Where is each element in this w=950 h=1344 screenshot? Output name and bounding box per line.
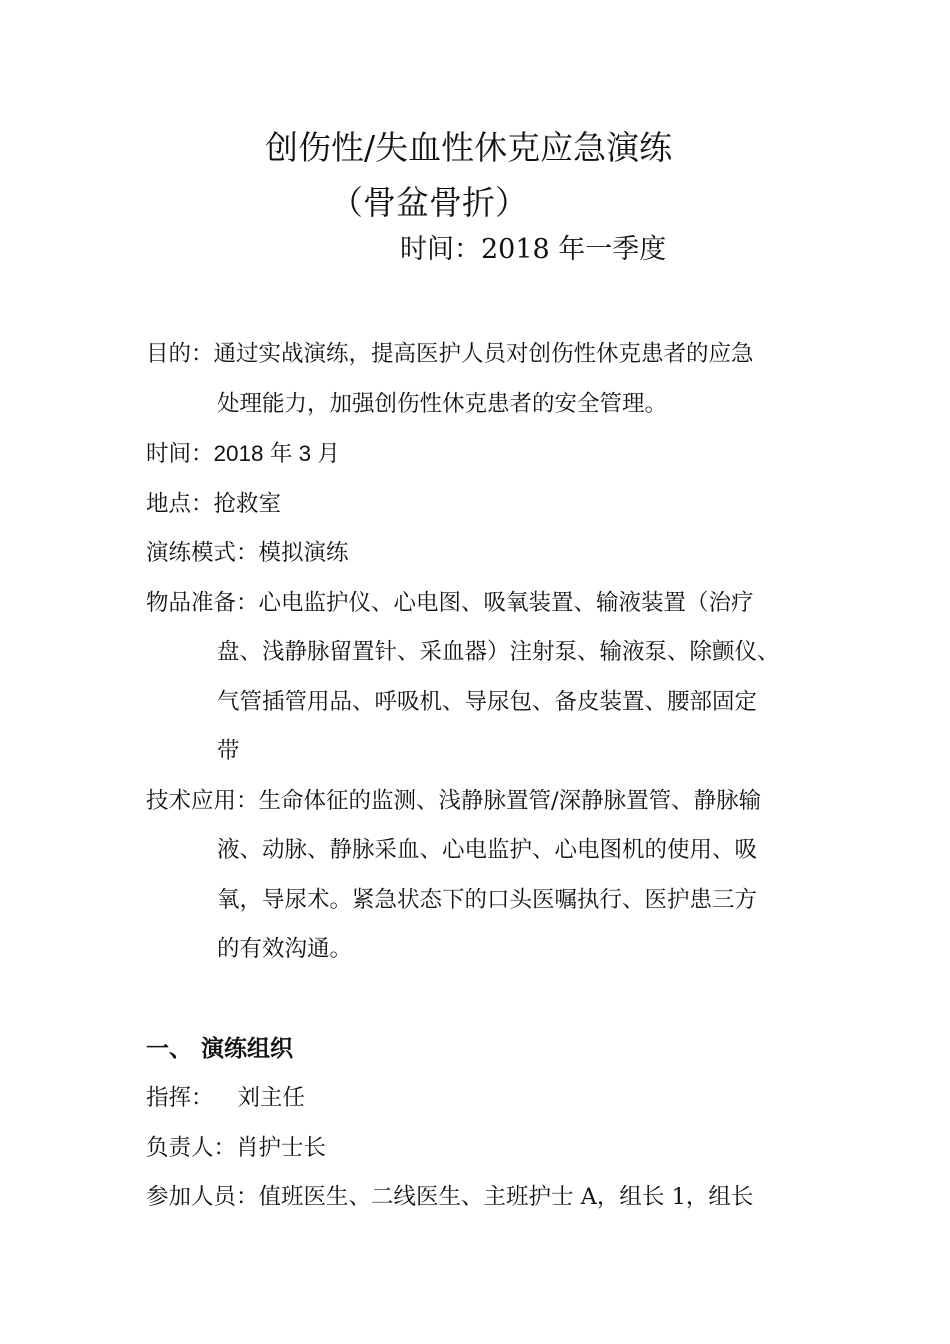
supplies-paragraph [146,579,836,777]
techniques-line-4: 的有效沟通。 [217,936,353,962]
supplies-line-4: 带 [217,738,240,764]
supplies-line-2: 盘、浅静脉留置针、采血器）注射泵、输液泵、除颤仪、 [217,639,780,665]
purpose-paragraph [146,330,836,429]
mode-paragraph [146,529,836,579]
techniques-line-1: 生命体征的监测、浅静脉置管/深静脉置管、静脉输 [258,787,762,814]
document-title: 创伤性/失血性休克应急演练 [265,128,673,167]
time-value: 2018 年 3 月 [213,441,340,466]
time-paragraph [146,429,836,480]
location-paragraph [146,480,836,530]
commander-label: 指挥： [146,1085,214,1111]
supplies-line-3: 气管插管用品、呼吸机、导尿包、备皮装置、腰部固定 [217,688,758,715]
time-label: 时间： [146,441,214,467]
location-value: 抢救室 [213,490,282,517]
techniques-label: 技术应用： [146,787,259,814]
participants-line [146,1173,836,1223]
participants-value: 值班医生、二线医生、主班护士 A，组长 1，组长 [258,1184,754,1210]
location-label: 地点： [146,490,214,517]
leader-line [146,1124,836,1174]
commander-line [146,1074,836,1124]
techniques-paragraph [146,777,836,975]
leader-label: 负责人： [146,1134,237,1161]
leader-value: 肖护士长 [236,1134,327,1161]
participants-label: 参加人员： [146,1184,259,1210]
organization-heading-number: 一、 [146,1035,192,1062]
supplies-line-1: 心电监护仪、心电图、吸氧装置、输液装置（治疗 [258,589,754,616]
document-body [146,330,836,1223]
supplies-label: 物品准备： [146,589,259,616]
organization-heading [146,1025,836,1075]
techniques-line-2: 液、动脉、静脉采血、心电监护、心电图机的使用、吸 [217,837,758,863]
document-subtitle: （骨盆骨折） [330,183,528,222]
purpose-line-2: 处理能力，加强创伤性休克患者的安全管理。 [217,390,668,417]
commander-value: 刘主任 [237,1085,306,1111]
section-spacer [146,975,836,1025]
techniques-line-3: 氧，导尿术。紧急状态下的口头医嘱执行、医护患三方 [217,886,758,913]
purpose-line-1: 通过实战演练，提高医护人员对创伤性休克患者的应急 [213,341,754,367]
organization-heading-title: 演练组织 [201,1035,293,1062]
mode-value: 模拟演练 [258,540,349,566]
document-time-line: 时间：2018 年一季度 [400,234,667,265]
mode-label: 演练模式： [146,540,259,566]
purpose-label: 目的： [146,341,214,367]
